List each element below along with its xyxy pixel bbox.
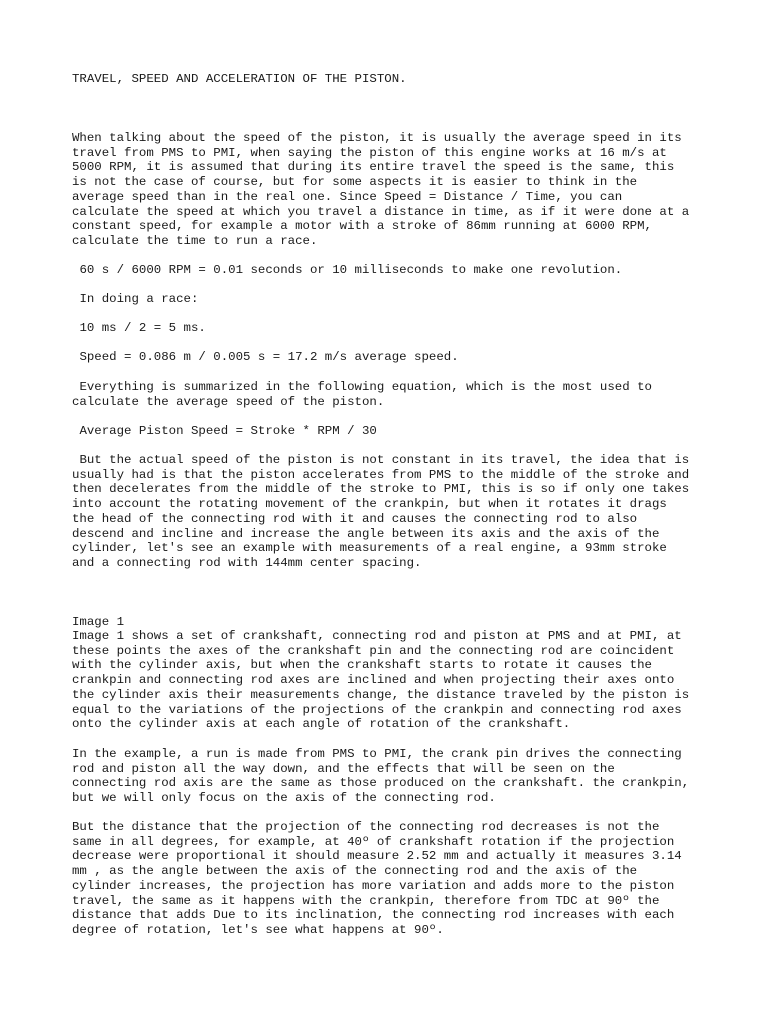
calculation-speed: Speed = 0.086 m / 0.005 s = 17.2 m/s average speed. (72, 350, 459, 364)
paragraph-example-run: In the example, a run is made from PMS to PMI, the crank pin drives the connecting rod and piston all the way down, and the effects that will be seen on the connecting rod axis are the same as those produced on the crankshaft. the crankpin, but we will only focus on the axis of the connecting rod. (72, 747, 690, 806)
paragraph-projection: But the distance that the projection of the connecting rod decreases is not the same in all degrees, for example, at 40º of crankshaft rotation if the projection decrease were proportional it should measure 2.52 mm and actually it measures 3.14 mm , as the angle between the axis of the connecting rod and the axis of the cylinder increases, the projection has more variation and adds more to the piston travel, the same as it happens with the crankpin, therefore from TDC at 90º the distance that adds Due to its inclination, the connecting rod increases with each degree of rotation, let's see what happens at 90º. (72, 820, 682, 937)
formula-average-piston-speed: Average Piston Speed = Stroke * RPM / 30 (72, 424, 377, 438)
paragraph-image-description: Image 1 shows a set of crankshaft, connecting rod and piston at PMS and at PMI, at these points the axes of the crankshaft pin and the connecting rod are coincident with the cylinder axis, but when the crankshaft starts to rotate it causes the crankpin and connecting rod axes are inclined and when projecting their axes onto the cylinder axis their measurements change, the distance traveled by the piston is equal to the variations of the projections of the crankpin and connecting rod axes onto the cylinder axis at each angle of rotation of the crankshaft. (72, 629, 690, 732)
paragraph-equation-intro: Everything is summarized in the following equation, which is the most used to calculate the average speed of the piston. (72, 380, 652, 409)
paragraph-actual-speed: But the actual speed of the piston is not constant in its travel, the idea that is usually had is that the piston accelerates from PMS to the middle of the stroke and then decelerates from the middle of the stroke to PMI, this is so if only one takes into account the rotating movement of the crankpin, but when it rotates it drags the head of the connecting rod with it and causes the connecting rod to also descend and incline and increase the angle between its axis and the axis of the cylinder, let's see an example with measurements of a real engine, a 93mm stroke and a connecting rod with 144mm center spacing. (72, 453, 690, 570)
calculation-race-time: 10 ms / 2 = 5 ms. (72, 321, 206, 335)
document-title: TRAVEL, SPEED AND ACCELERATION OF THE PISTON. (72, 72, 407, 86)
calculation-revolution: 60 s / 6000 RPM = 0.01 seconds or 10 milliseconds to make one revolution. (72, 263, 623, 277)
calculation-race-label: In doing a race: (72, 292, 199, 306)
paragraph-average-speed: When talking about the speed of the piston, it is usually the average speed in its travel from PMS to PMI, when saying the piston of this engine works at 16 m/s at 5000 RPM, it is assumed that during its entire travel the speed is the same, this is not the case of course, but for some aspects it is easier to think in the average speed than in the real one. Since Speed = Distance / Time, you can calculate the speed at which you travel a distance in time, as if it were done at a constant speed, for example a motor with a stroke of 86mm running at 6000 RPM, calculate the time to run a race. (72, 131, 690, 248)
image-label: Image 1 (72, 615, 125, 629)
